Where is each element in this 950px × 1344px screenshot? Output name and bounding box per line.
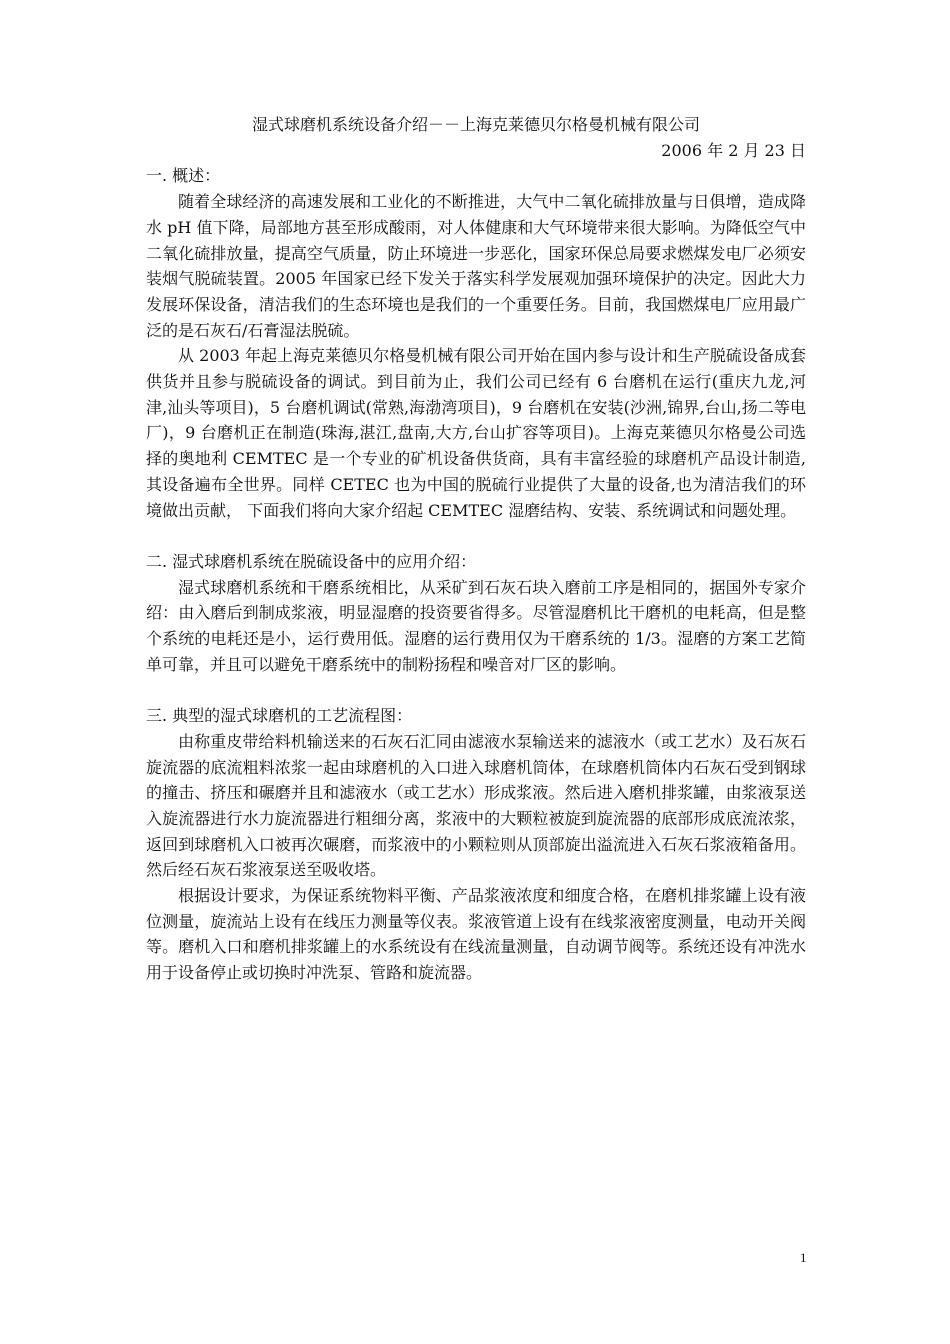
paragraph: 从 2003 年起上海克莱德贝尔格曼机械有限公司开始在国内参与设计和生产脱硫设备成套供货并且参与脱硫设备的调试。到目前为止，我们公司已经有 6 台磨机在运行(重庆九龙,河津,汕头等项目)，5 台磨机调试(常熟,海渤湾项目)，9 台磨机在安装(沙洲,锦界,台山,扬二等电厂)，9 台磨机正在制造(珠海,湛江,盘南,大方,台山扩容等项目)。上海克莱德贝尔格曼公司选择的奥地利 CEMTEC 是一个专业的矿机设备供货商，具有丰富经验的球磨机产品设计制造,其设备遍布全世界。同样 CETEC 也为中国的脱硫行业提供了大量的设备,也为清洁我们的环境做出贡献， 下面我们将向大家介绍起 CEMTEC 湿磨结构、安装、系统调试和问题处理。	[146, 346, 806, 520]
document-page	[146, 112, 806, 986]
section-process-flow	[146, 703, 806, 986]
document-date: 2006 年 2 月 23 日	[661, 140, 806, 160]
section-overview	[146, 163, 806, 523]
paragraph: 湿式球磨机系统和干磨系统相比，从采矿到石灰石块入磨前工序是相同的，据国外专家介绍：由入磨后到制成浆液，明显湿磨的投资要省得多。尽管湿磨机比干磨机的电耗高，但是整个系统的电耗还是小，运行费用低。湿磨的运行费用仅为干磨系统的 1/3。湿磨的方案工艺简单可靠，并且可以避免干磨系统中的制粉扬程和噪音对厂区的影响。	[146, 577, 806, 674]
page-number: 1	[800, 1250, 807, 1265]
paragraph: 随着全球经济的高速发展和工业化的不断推进，大气中二氧化硫排放量与日俱增，造成降水 pH 值下降，局部地方甚至形成酸雨，对人体健康和大气环境带来很大影响。为降低空气中二氧化硫排放量，提高空气质量，防止环境进一步恶化，国家环保总局要求燃煤发电厂必须安装烟气脱硫装置。2005 年国家已经下发关于落实科学发展观加强环境保护的决定。因此大力发展环保设备，清洁我们的生态环境也是我们的一个重要任务。目前，我国燃煤电厂应用最广泛的是石灰石/石膏湿法脱硫。	[146, 192, 806, 340]
section-application	[146, 549, 806, 678]
paragraph: 根据设计要求，为保证系统物料平衡、产品浆液浓度和细度合格，在磨机排浆罐上设有液位测量，旋流站上设有在线压力测量等仪表。浆液管道上设有在线浆液密度测量，电动开关阀等。磨机入口和磨机排浆罐上的水系统设有在线流量测量，自动调节阀等。系统还设有冲洗水用于设备停止或切换时冲洗泵、管路和旋流器。	[146, 886, 806, 983]
paragraph: 由称重皮带给料机输送来的石灰石汇同由滤液水泵输送来的滤液水（或工艺水）及石灰石旋流器的底流粗料浓浆一起由球磨机的入口进入球磨机筒体，在球磨机筒体内石灰石受到钢球的撞击、挤压和碾磨并且和滤液水（或工艺水）形成浆液。然后进入磨机排浆罐，由浆液泵送入旋流器进行水力旋流器进行粗细分离，浆液中的大颗粒被旋到旋流器的底部形成底流浓浆，返回到球磨机入口被再次碾磨，而浆液中的小颗粒则从顶部旋出溢流进入石灰石浆液箱备用。然后经石灰石浆液泵送至吸收塔。	[146, 731, 806, 880]
section-heading: 三. 典型的湿式球磨机的工艺流程图：	[146, 706, 413, 726]
section-spacer	[146, 523, 806, 549]
document-title: 湿式球磨机系统设备介绍－－上海克莱德贝尔格曼机械有限公司	[251, 115, 700, 134]
section-spacer	[146, 677, 806, 703]
section-heading: 一. 概述：	[146, 166, 221, 186]
section-heading: 二. 湿式球磨机系统在脱硫设备中的应用介绍：	[146, 551, 477, 571]
